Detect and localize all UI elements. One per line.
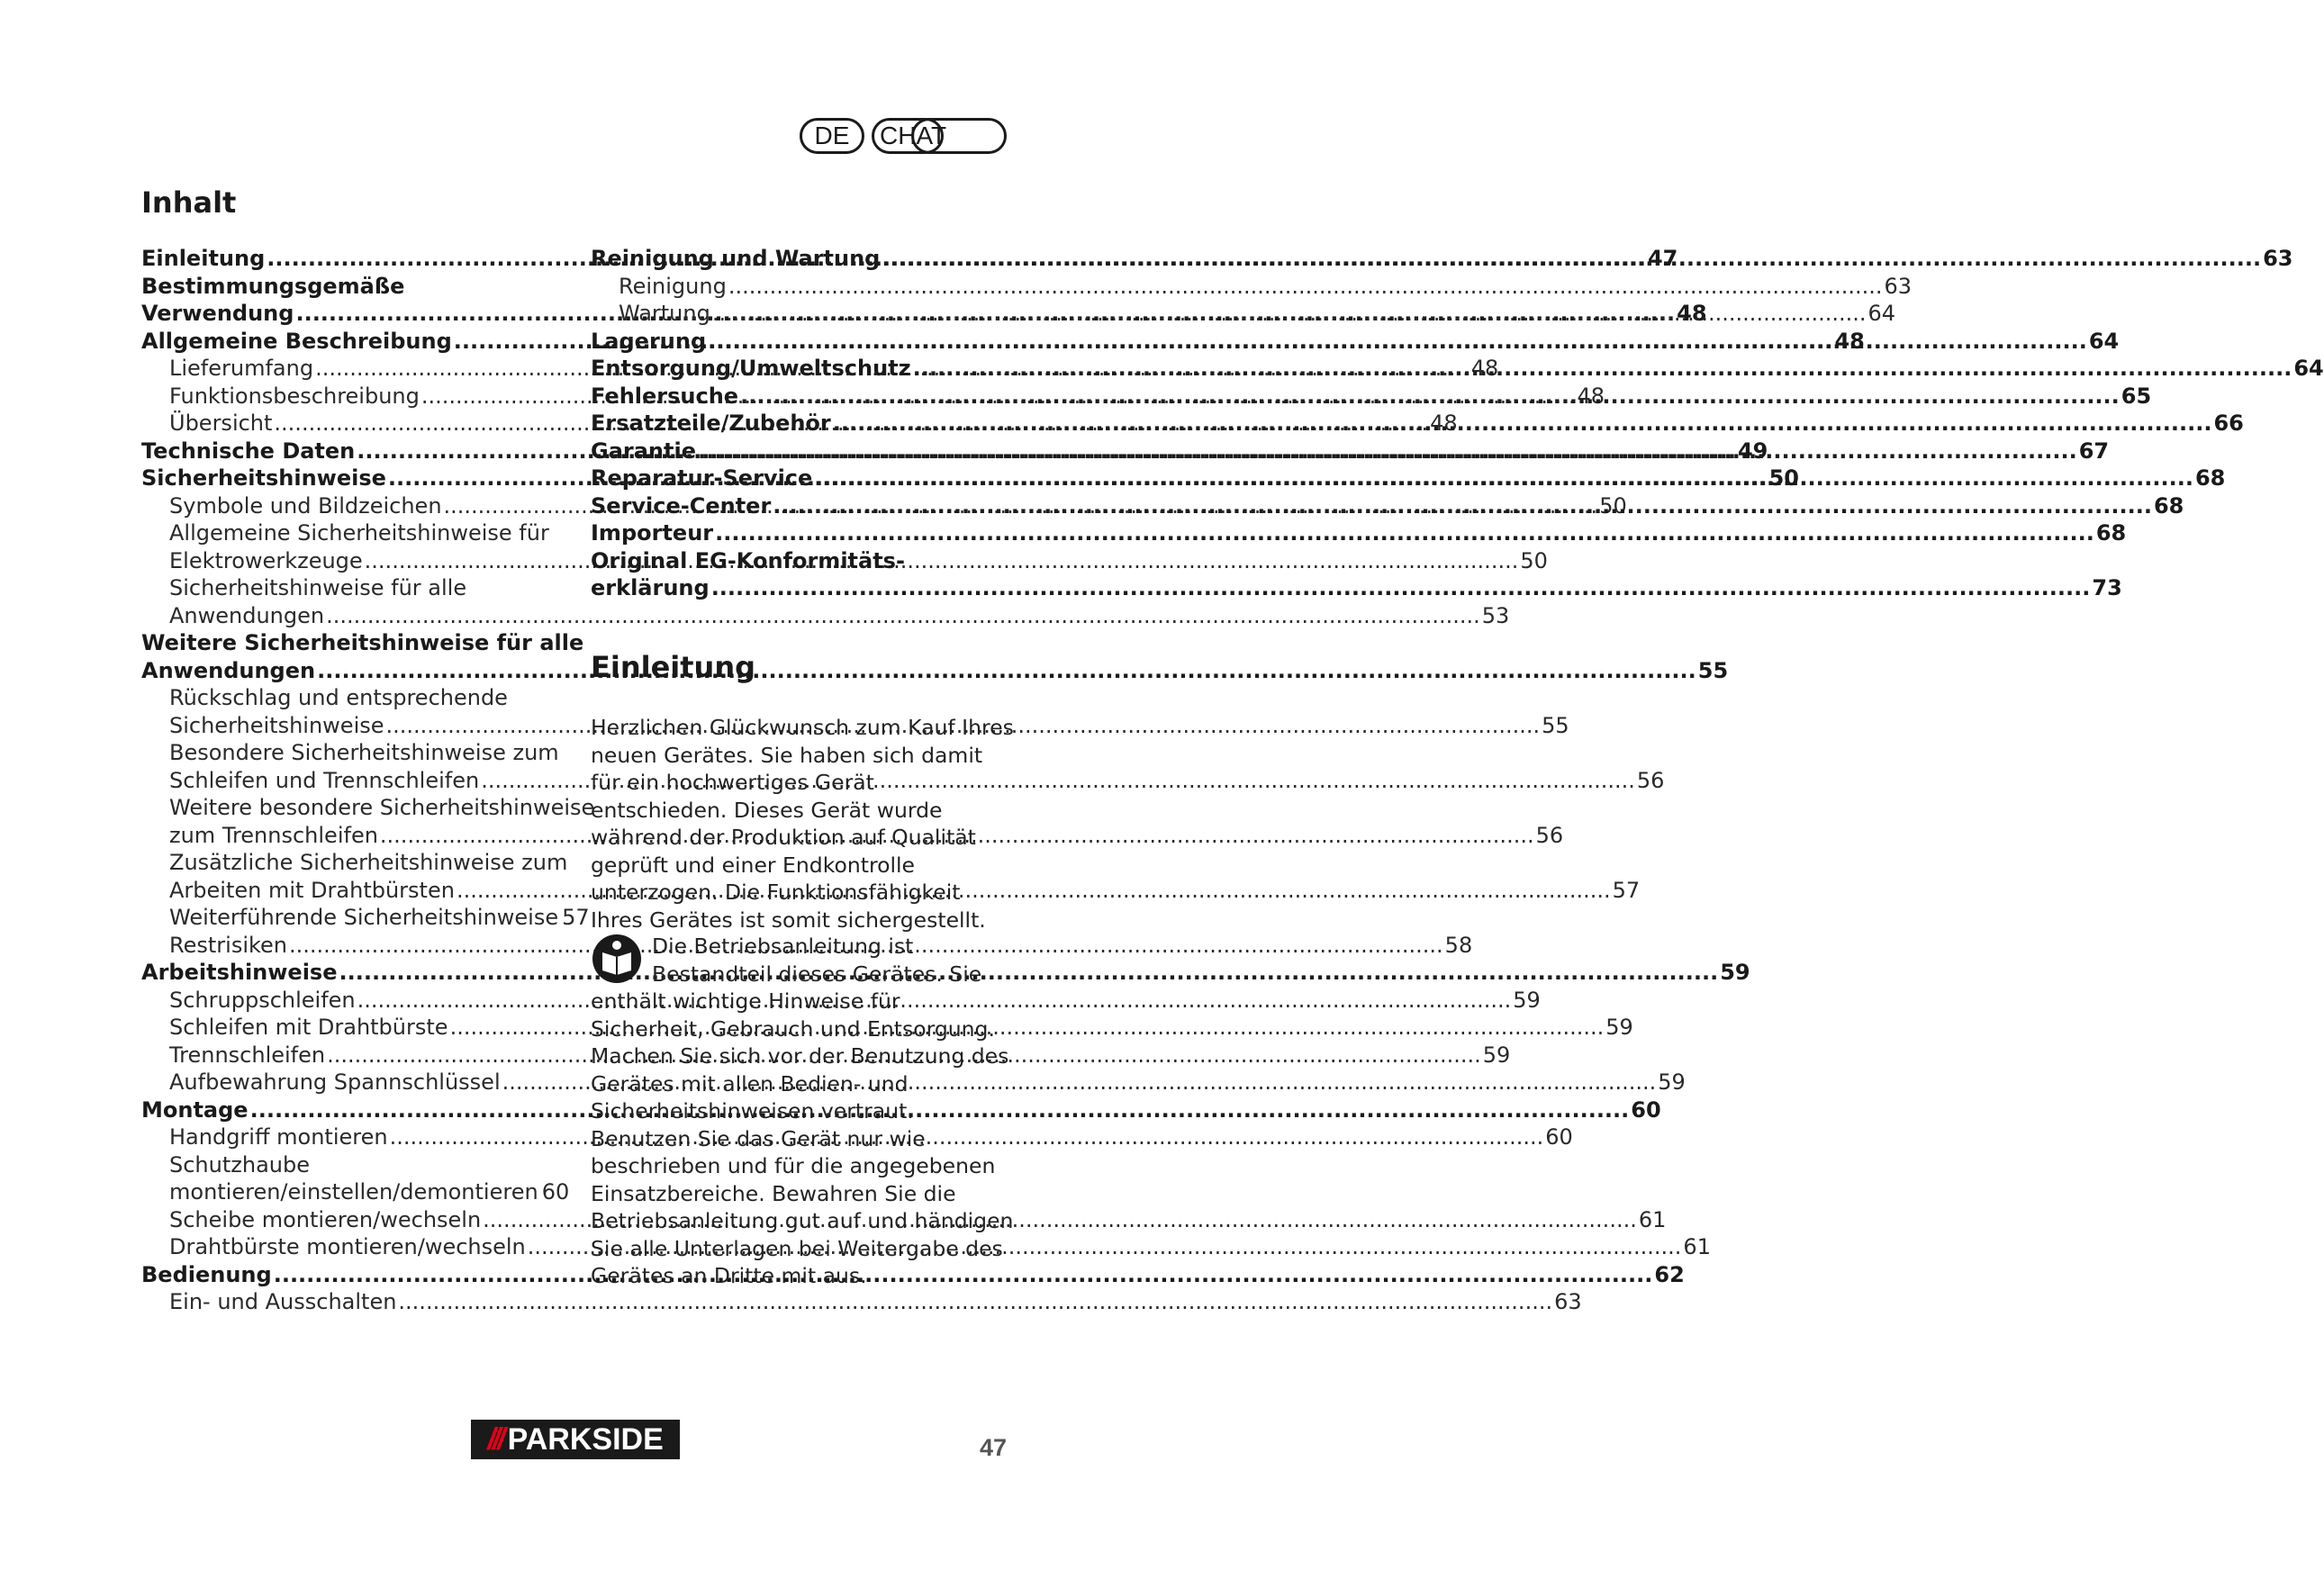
toc-entry-page: 50 bbox=[1768, 465, 1800, 491]
toc-entry-leader bbox=[773, 492, 2152, 520]
toc-entry bbox=[141, 877, 1641, 905]
toc-entry-leader bbox=[326, 602, 1480, 630]
page-title: Inhalt bbox=[141, 185, 237, 220]
toc-entry-leader bbox=[317, 657, 1696, 685]
toc-entry-label: Fehlersuche bbox=[591, 383, 739, 409]
manual-note-text: Die Betriebsanleitung ist Bestandteil dieses Gerätes. Sie enthält wichtige Hinweise für Sicherheit, Gebrauch und Entsorgung. Machen Sie sich vor der Benutzung des Gerätes mit allen Bedien- und Sicherheitshinweisen vertraut. Benutzen Sie das Gerät nur wie beschrieben und für die angegebenen Einsatzbereiche. Bewahren Sie die Betriebsanleitung gut auf und händigen Sie alle Unterlagen bei Weitergabe des Gerätes an Dritte mit aus. bbox=[591, 934, 1014, 1288]
toc-entry-leader bbox=[814, 465, 2193, 492]
toc-entry bbox=[141, 602, 1510, 630]
toc-entry bbox=[141, 1261, 1685, 1289]
logo-text: PARKSIDE bbox=[507, 1421, 664, 1457]
toc-entry bbox=[141, 849, 568, 877]
toc-entry-page: 59 bbox=[1482, 1042, 1511, 1068]
toc-entry-label: Elektrowerkzeuge bbox=[169, 547, 363, 573]
toc-entry-label: Original EG-Konformitäts- bbox=[591, 547, 905, 573]
toc-entry-leader bbox=[740, 383, 2120, 411]
toc-entry bbox=[141, 1288, 1582, 1316]
toc-entry-label: Sicherheitshinweise bbox=[169, 712, 384, 738]
toc-entry-label: Schleifen mit Drahtbürste bbox=[169, 1015, 448, 1040]
toc-entry-page: 49 bbox=[1737, 438, 1768, 464]
toc-entry-page: 59 bbox=[1605, 1015, 1633, 1040]
toc-entry bbox=[141, 712, 1569, 740]
toc-entry-label: Importeur bbox=[591, 520, 714, 546]
toc-entry-label: Ersatzteile/Zubehör bbox=[591, 411, 831, 436]
toc-entry-page: 64 bbox=[2088, 328, 2120, 354]
toc-entry bbox=[591, 519, 2127, 547]
toc-entry-label: Drahtbürste montieren/wechseln bbox=[169, 1234, 526, 1259]
toc-entry bbox=[591, 574, 2122, 602]
toc-entry-label: Weitere Sicherheitshinweise für alle bbox=[141, 630, 584, 655]
toc-entry-label: Restrisiken bbox=[169, 932, 288, 958]
toc-entry-label: Allgemeine Beschreibung bbox=[141, 328, 452, 354]
toc-entry-label: Zusätzliche Sicherheitshinweise zum bbox=[169, 850, 568, 875]
toc-entry-page: 59 bbox=[1720, 960, 1750, 985]
toc-entry bbox=[141, 904, 590, 932]
intro-paragraph: Herzlichen Glückwunsch zum Kauf Ihres neuen Gerätes. Sie haben sich damit für ein hochwertiges Gerät entschieden. Dieses Gerät wurde während der Produktion auf Qualität geprüft und einer Endkontrolle unterzogen. Die Funktionsfähigkeit Ihres Gerätes ist somit sichergestellt. bbox=[591, 715, 1014, 933]
toc-entry-page: 48 bbox=[1834, 328, 1865, 354]
page-number: 47 bbox=[980, 1434, 1008, 1461]
toc-entry-label: erklärung bbox=[591, 575, 710, 600]
toc-entry-leader bbox=[728, 273, 1883, 301]
toc-entry-page: 62 bbox=[1654, 1261, 1685, 1287]
toc-entry-leader bbox=[833, 410, 2212, 438]
toc-entry-page: 68 bbox=[2194, 465, 2226, 491]
toc-entry-label: Arbeitshinweise bbox=[141, 960, 338, 985]
toc-entry bbox=[141, 519, 561, 547]
toc-entry-label: Schruppschleifen bbox=[169, 987, 356, 1013]
toc-entry-label: Bedienung bbox=[141, 1261, 272, 1287]
toc-entry-label: Entsorgung/Umweltschutz bbox=[591, 356, 911, 381]
toc-entry-page: 48 bbox=[1577, 383, 1605, 409]
toc-entry-label: Trennschleifen bbox=[169, 1042, 326, 1068]
toc-entry-leader bbox=[698, 438, 2077, 465]
toc-entry-label: Scheibe montieren/wechseln bbox=[169, 1206, 482, 1232]
toc-entry bbox=[141, 1206, 1667, 1234]
toc-entry-label: Sicherheitshinweise für alle bbox=[169, 575, 467, 600]
toc-entry-page: 60 bbox=[541, 1179, 570, 1205]
toc-entry bbox=[591, 273, 1913, 301]
slashes-icon: /// bbox=[487, 1421, 502, 1457]
toc-entry-page: 55 bbox=[1697, 657, 1729, 683]
language-badge-de: DE bbox=[800, 118, 864, 154]
toc-entry-label: montieren/einstellen/demontieren bbox=[169, 1179, 538, 1205]
toc-entry-page: 63 bbox=[1884, 273, 1913, 299]
toc-entry-page: 53 bbox=[1481, 602, 1510, 628]
toc-entry-label: Weitere besondere Sicherheitshinweise bbox=[169, 795, 595, 820]
toc-entry bbox=[141, 932, 1473, 960]
toc-entry bbox=[141, 1069, 1686, 1096]
toc-entry-label: Verwendung bbox=[141, 301, 294, 326]
toc-entry bbox=[141, 794, 595, 822]
toc-entry-page: 56 bbox=[1636, 767, 1665, 793]
toc-entry bbox=[141, 1151, 561, 1179]
section-title: Einleitung bbox=[591, 650, 756, 684]
toc-entry-page: 68 bbox=[2153, 492, 2184, 519]
toc-entry-page: 63 bbox=[2263, 246, 2293, 271]
toc-entry bbox=[141, 987, 1541, 1015]
toc-entry-page: 57 bbox=[562, 905, 590, 930]
toc-entry-label: Lagerung bbox=[591, 328, 707, 354]
toc-entry-page: 73 bbox=[2092, 575, 2122, 600]
toc-entry-leader bbox=[882, 245, 2261, 273]
toc-entry-page: 47 bbox=[1647, 246, 1678, 271]
toc-entry bbox=[141, 629, 584, 657]
toc-entry-label: Aufbewahrung Spannschlüssel bbox=[169, 1069, 501, 1095]
read-manual-icon bbox=[591, 933, 643, 985]
toc-entry bbox=[141, 684, 561, 712]
toc-entry-label: Sicherheitshinweise bbox=[141, 465, 386, 491]
toc-entry-label: Anwendungen bbox=[141, 657, 316, 683]
toc-entry bbox=[141, 1014, 1633, 1042]
toc-entry-page: 50 bbox=[1520, 547, 1548, 573]
toc-entry-page: 55 bbox=[1542, 712, 1569, 738]
toc-entry bbox=[141, 767, 1665, 795]
toc-entry-label: Lieferumfang bbox=[169, 356, 314, 381]
toc-entry-label: Einleitung bbox=[141, 246, 266, 271]
toc-entry-label: Arbeiten mit Drahtbürsten bbox=[169, 877, 455, 903]
toc-entry-page: 48 bbox=[1430, 411, 1458, 436]
toc-entry-page: 48 bbox=[1677, 301, 1707, 326]
toc-entry-leader bbox=[711, 574, 2091, 602]
manual-note bbox=[591, 933, 1014, 1290]
language-badges bbox=[800, 118, 1007, 154]
toc-entry-page: 65 bbox=[2121, 383, 2152, 409]
toc-entry-label: Wartung bbox=[619, 301, 710, 326]
toc-entry bbox=[141, 739, 561, 767]
toc-entry-leader bbox=[712, 300, 1867, 328]
toc-entry bbox=[141, 574, 561, 602]
toc-entry-page: 64 bbox=[2293, 356, 2324, 381]
toc-entry bbox=[141, 1178, 570, 1206]
toc-entry-label: Besondere Sicherheitshinweise zum bbox=[169, 740, 559, 765]
toc-entry-page: 58 bbox=[1444, 932, 1473, 958]
toc-entry-label: Ein- und Ausschalten bbox=[169, 1289, 397, 1314]
parkside-logo bbox=[471, 1420, 680, 1459]
toc-entry bbox=[141, 959, 1750, 987]
toc-entry bbox=[141, 273, 561, 301]
toc-entry-label: Reinigung und Wartung bbox=[591, 246, 881, 271]
toc-entry-leader bbox=[339, 959, 1719, 987]
toc-entry-page: 48 bbox=[1470, 356, 1499, 381]
toc-entry-page: 56 bbox=[1535, 822, 1564, 848]
toc-entry-leader bbox=[715, 519, 2094, 547]
toc-entry-label: Service-Center bbox=[591, 492, 772, 519]
toc-entry-label: Funktionsbeschreibung bbox=[169, 383, 420, 409]
toc-entry-label: Schutzhaube bbox=[169, 1151, 310, 1177]
toc-entry-label: zum Trennschleifen bbox=[169, 822, 378, 848]
toc-entry bbox=[141, 1123, 1573, 1151]
toc-entry-page: 67 bbox=[2078, 438, 2110, 464]
language-badge-chat: CHAT bbox=[872, 118, 944, 154]
toc-entry-label: Anwendungen bbox=[169, 602, 325, 628]
toc-entry-leader bbox=[913, 355, 2292, 383]
toc-entry-page: 60 bbox=[1631, 1096, 1661, 1123]
toc-entry-page: 59 bbox=[1513, 987, 1541, 1013]
toc-entry-label: Montage bbox=[141, 1096, 249, 1123]
toc-entry-label: Allgemeine Sicherheitshinweise für bbox=[169, 520, 549, 546]
toc-entry-label: Symbole und Bildzeichen bbox=[169, 492, 442, 519]
toc-entry-label: Garantie bbox=[591, 438, 696, 464]
toc-entry-label: Schleifen und Trennschleifen bbox=[169, 767, 480, 793]
toc-entry-page: 68 bbox=[2095, 520, 2127, 546]
toc-entry-page: 61 bbox=[1683, 1234, 1711, 1259]
toc-entry-leader bbox=[708, 328, 2087, 356]
toc-entry-page: 60 bbox=[1545, 1124, 1573, 1150]
toc-entry bbox=[141, 822, 1564, 850]
toc-entry bbox=[141, 1042, 1511, 1069]
toc-entry-page: 66 bbox=[2213, 411, 2244, 436]
toc-entry-page: 50 bbox=[1599, 492, 1627, 519]
toc-entry-page: 57 bbox=[1612, 877, 1641, 903]
toc-entry-label: Reparatur-Service bbox=[591, 465, 813, 491]
toc-entry-page: 63 bbox=[1554, 1289, 1582, 1314]
toc-entry-label: Rückschlag und entsprechende bbox=[169, 685, 508, 710]
toc-entry-label: Handgriff montieren bbox=[169, 1124, 388, 1150]
toc-entry-page: 61 bbox=[1638, 1206, 1667, 1232]
toc-entry bbox=[141, 1233, 1711, 1261]
toc-entry-label: Technische Daten bbox=[141, 438, 356, 464]
toc-entry-leader bbox=[398, 1288, 1552, 1316]
toc-entry-page: 59 bbox=[1658, 1069, 1686, 1095]
toc-entry-label: Übersicht bbox=[169, 411, 273, 436]
toc-entry-label: Bestimmungsgemäße bbox=[141, 273, 405, 299]
toc-entry bbox=[591, 547, 1012, 575]
toc-entry-label: Reinigung bbox=[619, 273, 727, 299]
toc-entry-label: Weiterführende Sicherheitshinweise bbox=[169, 905, 559, 930]
toc-entry-page: 64 bbox=[1867, 301, 1896, 326]
toc-entry bbox=[141, 1096, 1661, 1124]
